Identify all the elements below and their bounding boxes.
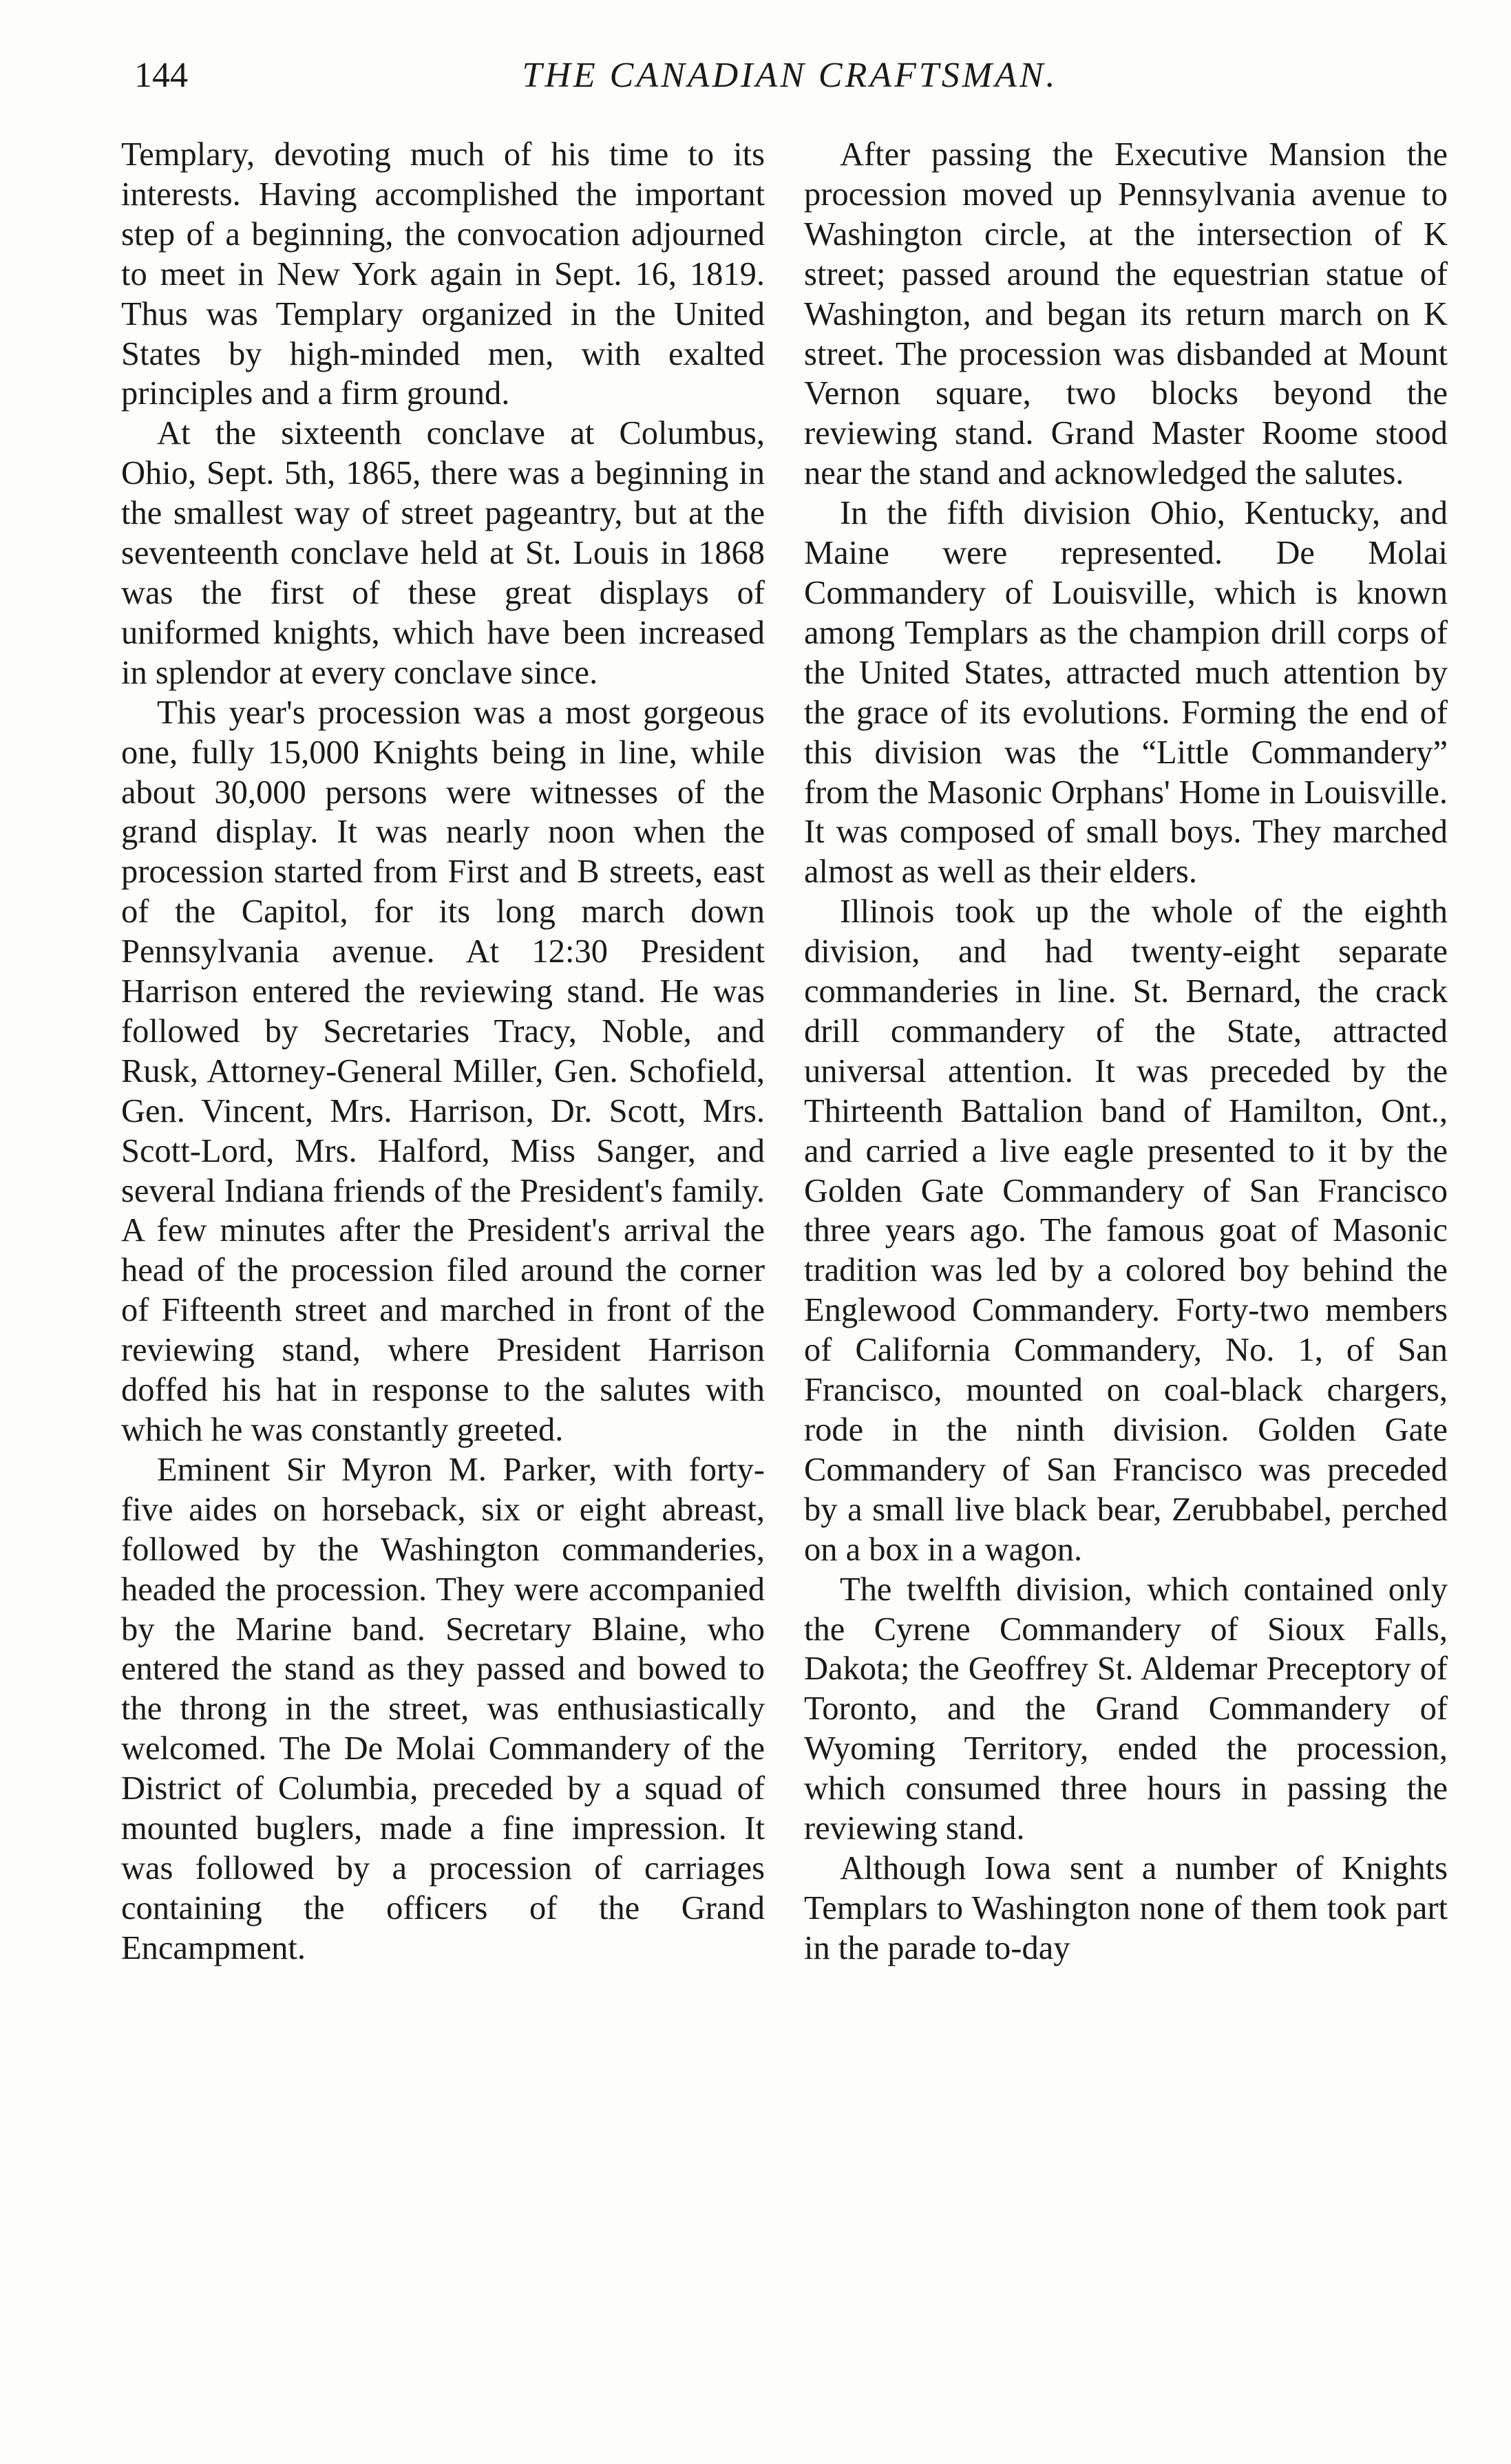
paragraph: Eminent Sir Myron M. Parker, with forty-five aides on horseback, six or eight abreast, followed by the Washington commanderies, headed the procession. They were accompanied by the Marine band. Secretary Blaine, who entered the stand as they passed and bowed to the throng in the street, was enthusiastically welcomed. The De Molai Commandery of the District of Columbia, preceded by a squad of mounted buglers, made a fine impression. It was followed by a procession of carriages containing the officers of the Grand Encampment. — [121, 1451, 765, 1966]
paragraph: The twelfth division, which contained only the Cyrene Commandery of Sioux Falls, Dakota; the Geoffrey St. Aldemar Preceptory of Toronto, and the Grand Commandery of Wyoming Territory, ended the procession, which consumed three hours in passing the reviewing stand. — [804, 1571, 1448, 1847]
page-number: 144 — [134, 56, 188, 95]
running-title: THE CANADIAN CRAFTSMAN. — [522, 56, 1058, 95]
paragraph: Although Iowa sent a number of Knights Templars to Washington none of them took part in the parade to-day — [804, 1849, 1448, 1966]
left-column — [121, 135, 765, 1968]
paragraph: Illinois took up the whole of the eighth division, and had twenty-eight separate commanderies in line. St. Bernard, the crack drill commandery of the State, attracted universal attention. It was preceded by the Thirteenth Battalion band of Hamilton, Ont., and carried a live eagle presented to it by the Golden Gate Commandery of San Francisco three years ago. The famous goat of Masonic tradition was led by a colored boy behind the Englewood Commandery. Forty-two members of California Commandery, No. 1, of San Francisco, mounted on coal-black chargers, rode in the ninth division. Golden Gate Commandery of San Francisco was preceded by a small live black bear, Zerubbabel, perched on a box in a wagon. — [804, 893, 1448, 1568]
paragraph: Templary, devoting much of his time to its interests. Having accomplished the important step of a beginning, the convocation adjourned to meet in New York again in Sept. 16, 1819. Thus was Templary organized in the United States by high-minded men, with exalted principles and a firm ground. — [121, 136, 765, 412]
paragraph: After passing the Executive Mansion the procession moved up Pennsylvania avenue to Washington circle, at the intersection of K street; passed around the equestrian statue of Washington, and began its return march on K street. The procession was disbanded at Mount Vernon square, two blocks beyond the reviewing stand. Grand Master Roome stood near the stand and acknowledged the salutes. — [804, 136, 1448, 492]
page-header — [134, 50, 1446, 105]
paragraph: In the fifth division Ohio, Kentucky, and Maine were represented. De Molai Commandery of Louisville, which is known among Templars as the champion drill corps of the United States, attracted much attention by the grace of its evolutions. Forming the end of this division was the “Little Commandery” from the Masonic Orphans' Home in Louisville. It was composed of small boys. They marched almost as well as their elders. — [804, 495, 1448, 891]
paragraph: At the sixteenth conclave at Columbus, Ohio, Sept. 5th, 1865, there was a beginning in the smallest way of street pageantry, but at the seventeenth conclave held at St. Louis in 1868 was the first of these great displays of uniformed knights, which have been increased in splendor at every conclave since. — [121, 415, 765, 691]
right-column — [804, 135, 1448, 1968]
paragraph: This year's procession was a most gorgeous one, fully 15,000 Knights being in line, while about 30,000 persons were witnesses of the grand display. It was nearly noon when the procession started from First and B streets, east of the Capitol, for its long march down Pennsylvania avenue. At 12:30 President Harrison entered the reviewing stand. He was followed by Secretaries Tracy, Noble, and Rusk, Attorney-General Miller, Gen. Schofield, Gen. Vincent, Mrs. Harrison, Dr. Scott, Mrs. Scott-Lord, Mrs. Halford, Miss Sanger, and several Indiana friends of the President's family. A few minutes after the President's arrival the head of the procession filed around the corner of Fifteenth street and marched in front of the reviewing stand, where President Harrison doffed his hat in response to the salutes with which he was constantly greeted. — [121, 694, 765, 1448]
